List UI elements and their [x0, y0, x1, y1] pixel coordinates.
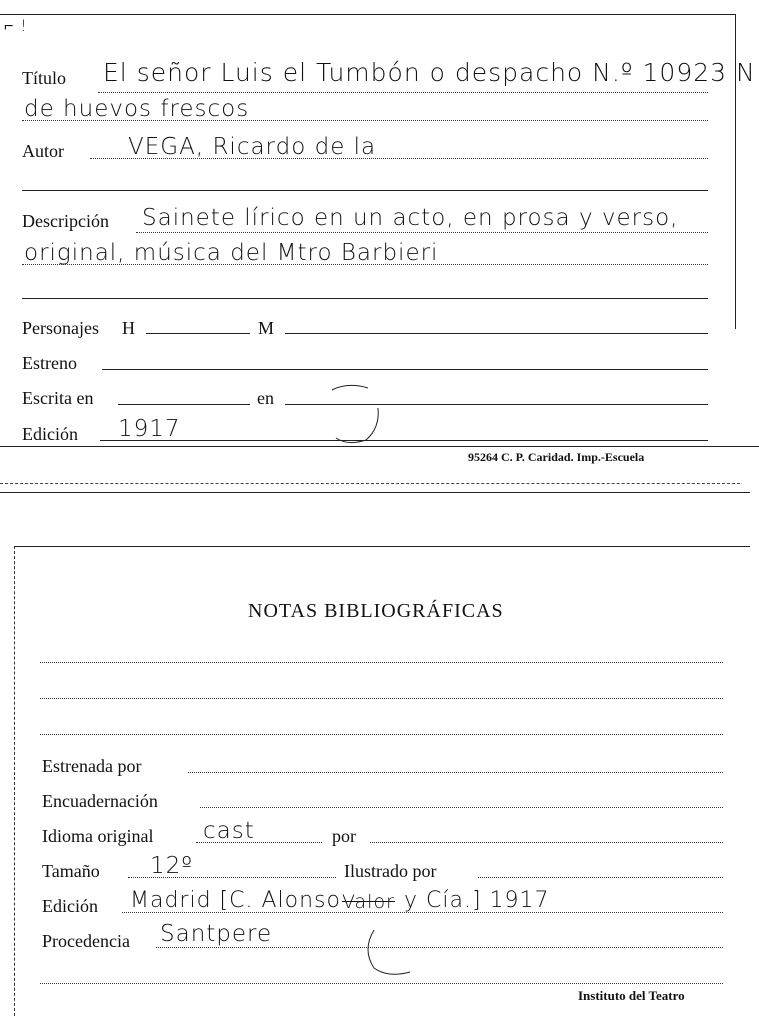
- procedencia-value: Santpere: [160, 921, 273, 947]
- ilustrado-label: Ilustrado por: [344, 861, 437, 881]
- corner-mark: ⌐ !: [4, 16, 28, 35]
- idioma-value: cast: [203, 818, 255, 844]
- edicion2-label: Edición: [42, 896, 98, 916]
- h-label: H: [122, 318, 135, 338]
- procedencia-line: [156, 947, 723, 948]
- institute-footer: Instituto del Teatro: [578, 988, 685, 1003]
- titulo-line: [98, 92, 708, 93]
- en-label: en: [257, 388, 274, 408]
- edicion-label: Edición: [22, 424, 78, 444]
- encuadernacion-label: Encuadernación: [42, 791, 158, 811]
- stamp-mark: [318, 380, 388, 448]
- edicion-line: [100, 440, 708, 441]
- notas-line-3: [40, 734, 723, 735]
- escrita-label: Escrita en: [22, 388, 94, 408]
- autor-label: Autor: [22, 141, 64, 161]
- m-label: M: [258, 318, 275, 338]
- estreno-line: [102, 369, 708, 370]
- descripcion-label: Descripción: [22, 211, 109, 231]
- titulo-value: El señor Luis el Tumbón o despacho N.º 10923 N: [103, 58, 756, 87]
- titulo-label: Título: [22, 68, 66, 88]
- printer-imprint: 95264 C. P. Caridad. Imp.-Escuela: [468, 450, 645, 464]
- card-cut-border: [0, 492, 750, 493]
- autor-line-2: [22, 190, 708, 191]
- encuadernacion-line: [200, 807, 723, 808]
- estrenada-line: [188, 772, 723, 773]
- autor-value: VEGA, Ricardo de la: [128, 134, 377, 160]
- estrenada-label: Estrenada por: [42, 756, 142, 776]
- por-label: por: [332, 826, 356, 846]
- card2-top-border: [14, 546, 750, 547]
- tamano-value: 12º: [150, 853, 194, 879]
- descripcion-value-2: original, música del Mtro Barbieri: [24, 240, 439, 266]
- descripcion-value: Sainete lírico en un acto, en prosa y verso,: [142, 205, 679, 231]
- edicion2-struck: Valor: [342, 891, 395, 913]
- card-top-border: [0, 14, 735, 15]
- por-line: [370, 842, 723, 843]
- cut-dashed-line: [0, 483, 740, 484]
- escrita-line: [118, 404, 250, 405]
- idioma-label: Idioma original: [42, 826, 154, 846]
- notas-line-1: [40, 662, 723, 663]
- notas-line-2: [40, 698, 723, 699]
- titulo-value-2: de huevos frescos: [24, 96, 250, 122]
- notas-line-last: [40, 983, 723, 984]
- stamp-mark-2: [360, 924, 430, 980]
- personajes-label: Personajes: [22, 318, 99, 338]
- h-line: [146, 333, 250, 334]
- estreno-label: Estreno: [22, 353, 77, 373]
- edicion2-value: Madrid [C. Alonso: [130, 888, 341, 913]
- ilustrado-line: [478, 877, 723, 878]
- notas-heading: NOTAS BIBLIOGRÁFICAS: [248, 600, 504, 622]
- card2-left-border: [14, 546, 15, 1016]
- tamano-label: Tamaño: [42, 861, 100, 881]
- descripcion-line-3: [22, 298, 708, 299]
- edicion2-value-2: y Cía.] 1917: [404, 888, 550, 913]
- m-line: [285, 333, 708, 334]
- procedencia-label: Procedencia: [42, 931, 130, 951]
- descripcion-line: [136, 232, 708, 233]
- edicion-value: 1917: [118, 416, 181, 442]
